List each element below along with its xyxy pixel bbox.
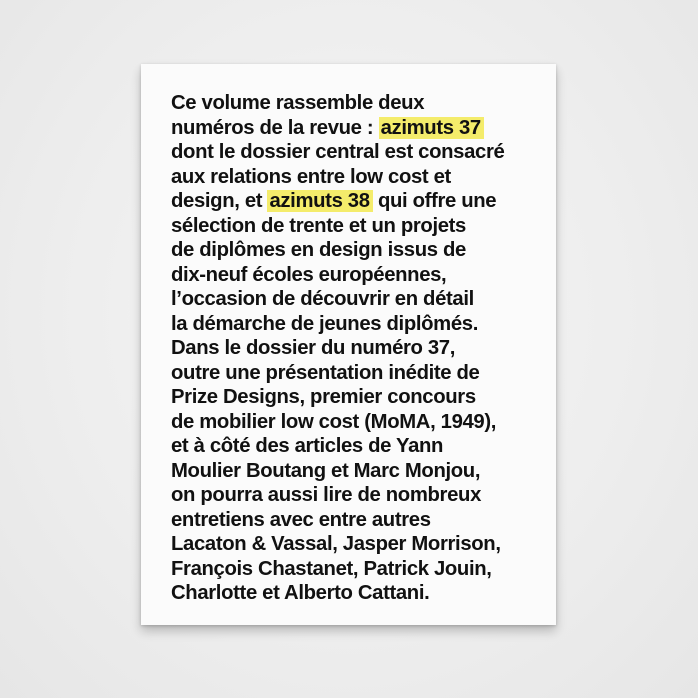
text-segment: dix-neuf écoles européennes, xyxy=(171,263,447,286)
text-line xyxy=(171,483,551,508)
text-segment: on pourra aussi lire de nombreux xyxy=(171,484,481,506)
text-line xyxy=(171,459,551,484)
text-segment: la démarche de jeunes diplômés. xyxy=(171,312,479,335)
text-segment: François Chastanet, Patrick Jouin, xyxy=(171,557,492,580)
text-line xyxy=(171,287,551,312)
text-segment: dont le dossier central est consacré xyxy=(171,141,505,163)
text-line xyxy=(171,263,551,288)
text-line xyxy=(171,189,551,214)
text-line xyxy=(171,140,551,165)
text-line xyxy=(171,165,551,190)
text-segment: Dans le dossier du numéro 37, xyxy=(171,337,456,359)
body-text xyxy=(171,91,551,606)
text-line xyxy=(171,385,551,410)
text-segment: entretiens avec entre autres xyxy=(171,508,431,531)
highlighted-title: azimuts 38 xyxy=(267,190,372,212)
text-segment: qui offre une xyxy=(372,190,497,212)
text-line xyxy=(171,532,551,557)
printed-card xyxy=(141,64,556,625)
text-segment: numéros de la revue : xyxy=(171,116,379,139)
text-segment: et à côté des articles de Yann xyxy=(171,435,444,457)
text-line xyxy=(171,434,551,459)
text-segment: Moulier Boutang et Marc Monjou, xyxy=(171,459,481,482)
highlighted-title: azimuts 37 xyxy=(379,117,484,139)
text-segment: Prize Designs, premier concours xyxy=(171,386,476,408)
text-line xyxy=(171,336,551,361)
text-segment: Ce volume rassemble deux xyxy=(171,92,425,114)
text-line xyxy=(171,312,551,337)
text-segment: outre une présentation inédite de xyxy=(171,361,480,384)
text-line xyxy=(171,238,551,263)
text-line xyxy=(171,557,551,582)
text-line xyxy=(171,91,551,116)
text-segment: Lacaton & Vassal, Jasper Morrison, xyxy=(171,533,501,555)
text-line xyxy=(171,214,551,239)
text-line xyxy=(171,410,551,435)
text-segment: l’occasion de découvrir en détail xyxy=(171,288,474,310)
text-segment: sélection de trente et un projets xyxy=(171,214,466,237)
text-segment: design, et xyxy=(171,190,268,212)
text-segment: de diplômes en design issus de xyxy=(171,239,466,261)
text-line xyxy=(171,361,551,386)
text-segment: aux relations entre low cost et xyxy=(171,165,451,188)
text-line xyxy=(171,116,551,141)
text-segment: Charlotte et Alberto Cattani. xyxy=(171,582,430,604)
text-line xyxy=(171,581,551,606)
text-segment: de mobilier low cost (MoMA, 1949), xyxy=(171,410,497,433)
text-line xyxy=(171,508,551,533)
